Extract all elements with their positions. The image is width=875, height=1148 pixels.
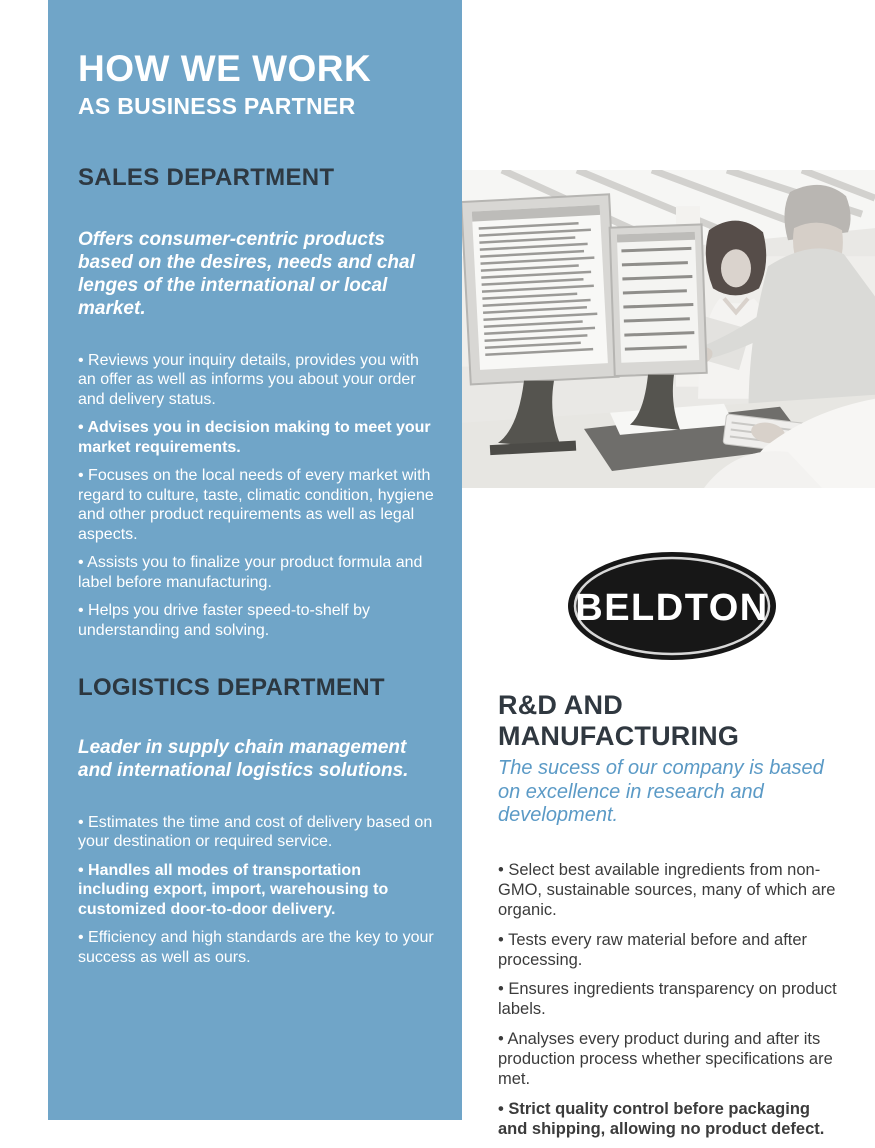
logistics-bullet: • Efficiency and high standards are the key to your success as well as ours. — [78, 929, 434, 966]
rnd-bullet: • Select best available ingredients from non-GMO, sustainable sources, many of which are organic. — [498, 860, 836, 920]
beldton-logo-oval — [566, 550, 778, 662]
rnd-bullet: • Analyses every product during and after its production process whether specifications are met. — [498, 1029, 833, 1089]
left-blue-panel — [48, 0, 462, 1120]
beldton-logo — [566, 550, 778, 662]
rnd-heading: R&D AND MANUFACTURING — [498, 690, 740, 751]
rnd-bullet: • Tests every raw material before and after processing. — [498, 930, 808, 969]
logistics-intro-text: Leader in supply chain management and international logistics solutions. — [78, 737, 409, 782]
rnd-bullet-list — [498, 860, 838, 1139]
sales-bullet: • Focuses on the local needs of every market with regard to culture, taste, climatic condition, hygiene and other product requirements as well as legal aspects. — [78, 467, 434, 543]
beldton-logo-text: BELDTON — [575, 587, 769, 629]
logistics-bullet: • Estimates the time and cost of delivery based on your destination or required service. — [78, 813, 433, 851]
sales-bullet: • Reviews your inquiry details, provides you with an offer as well as informs you about your order and delivery status. — [78, 351, 419, 408]
sales-bullet-list — [78, 351, 436, 641]
lab-team-photo — [462, 170, 875, 488]
sales-department-heading: SALES DEPARTMENT — [78, 163, 335, 191]
rnd-bullet: • Ensures ingredients transparency on product labels. — [498, 980, 837, 1019]
sales-bullet: • Advises you in decision making to meet your market requirements. — [78, 419, 431, 456]
sales-bullet: • Assists you to finalize your product formula and label before manufacturing. — [78, 554, 423, 591]
page-subtitle: AS BUSINESS PARTNER — [78, 92, 356, 119]
page-title: HOW WE WORK — [78, 48, 372, 89]
sales-bullet: • Helps you drive faster speed-to-shelf by understanding and solving. — [78, 602, 370, 639]
rnd-intro-text: The sucess of our company is based on excellence in research and development. — [498, 757, 824, 827]
logistics-department-heading: LOGISTICS DEPARTMENT — [78, 674, 385, 702]
rnd-bullet: • Strict quality control before packaging and shipping, allowing no product defect. — [498, 1099, 825, 1138]
lab-photo-illustration — [462, 170, 875, 488]
logistics-bullet: • Handles all modes of transportation including export, import, warehousing to customized door-to-door delivery. — [78, 861, 389, 918]
logistics-bullet-list — [78, 813, 436, 968]
rnd-section — [498, 690, 850, 1148]
sales-intro-text: Offers consumer-centric products based on the desires, needs and chal lenges of the international or local market. — [78, 228, 415, 320]
